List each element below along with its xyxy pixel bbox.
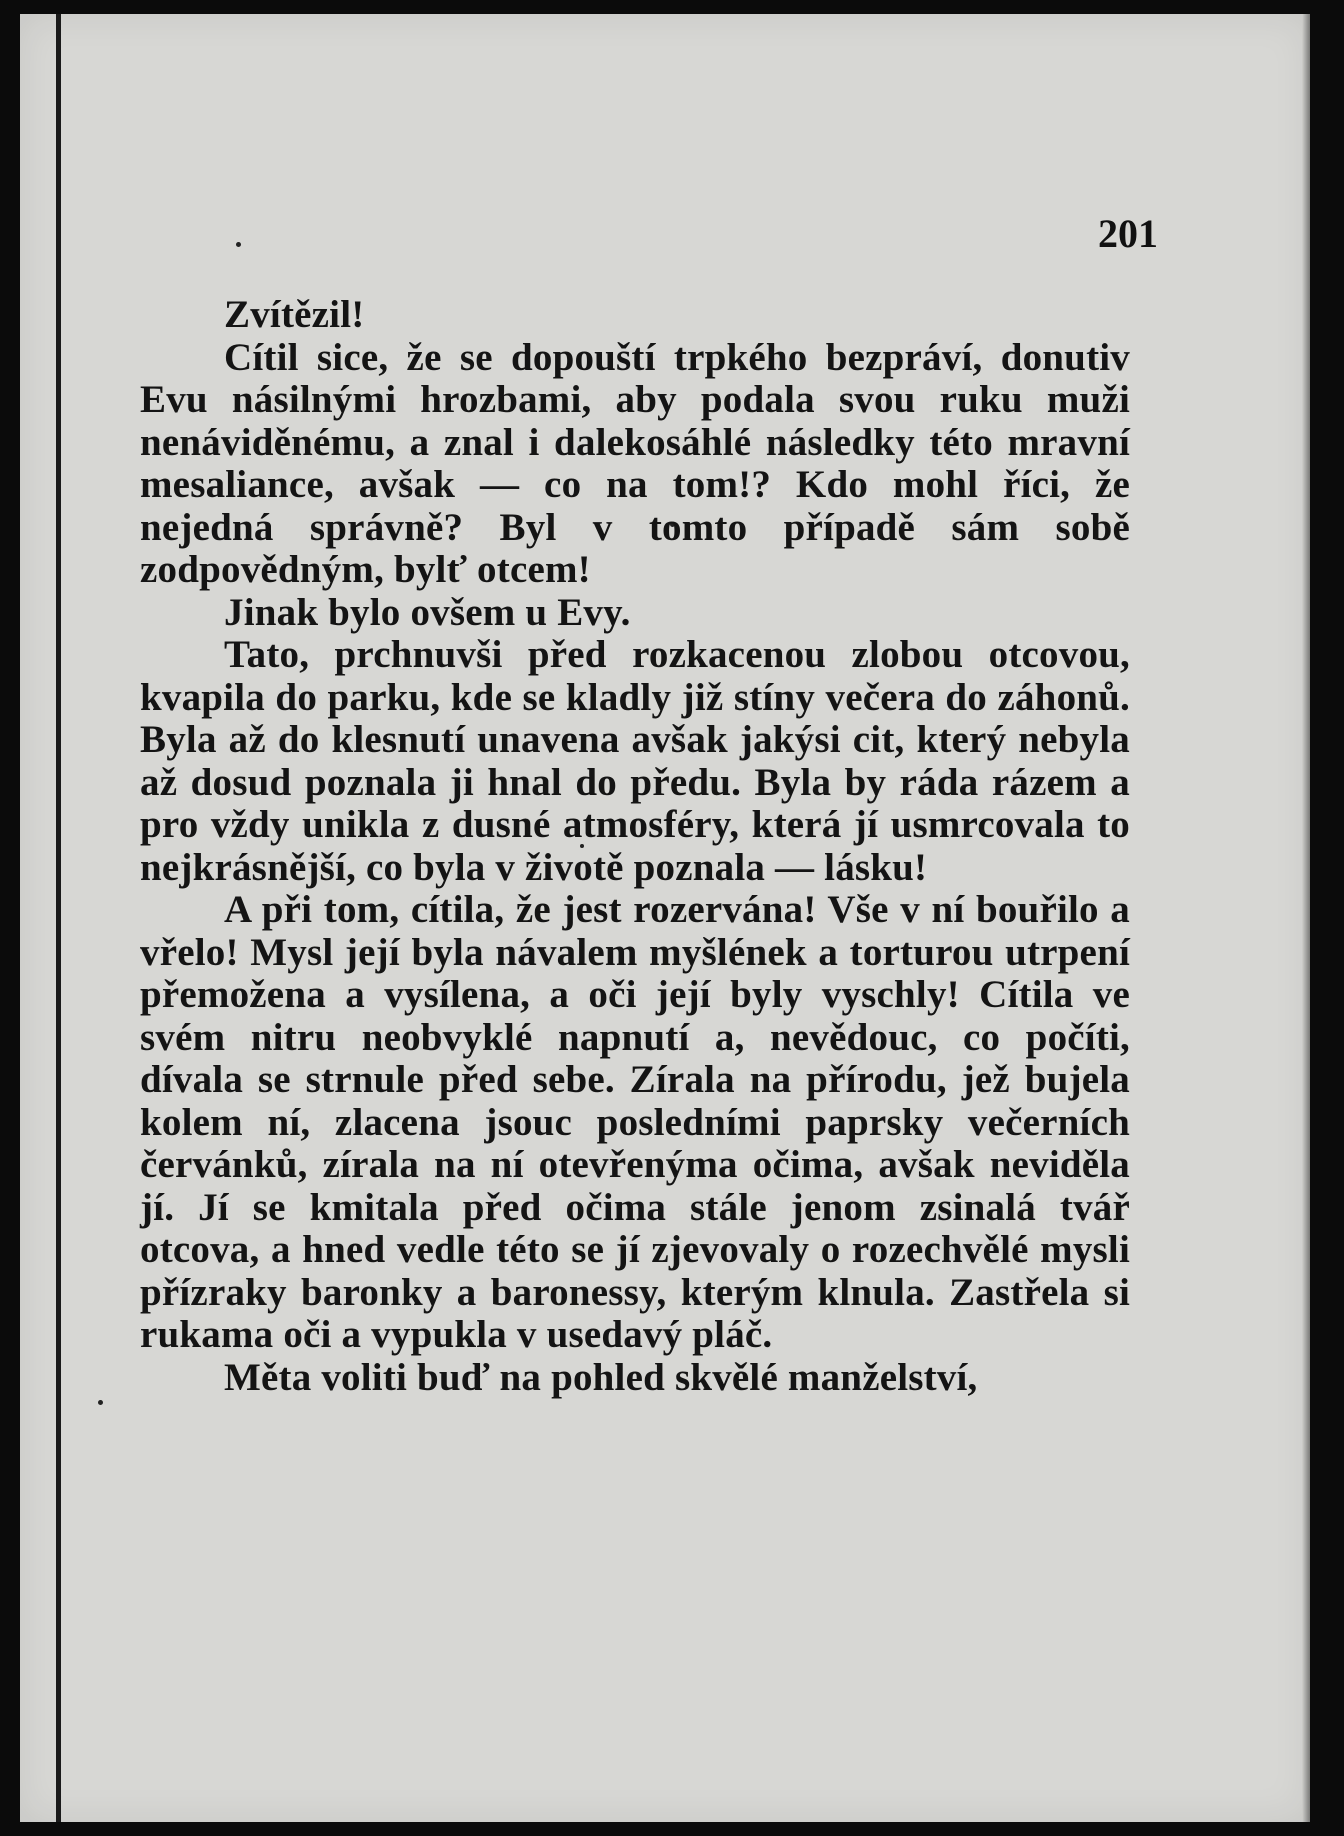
- body-text: [140, 294, 1130, 1399]
- paragraph: Zvítězil!: [224, 293, 365, 336]
- page-edge: [1302, 14, 1310, 1822]
- page-number: 201: [1098, 211, 1158, 256]
- paragraph: Cítil sice, že se dopouští trpkého bezpráví, donutiv Evu násilnými hrozbami, aby podala svou ruku muži nenáviděnému, a znal i dalekosáhlé následky této mravní mesaliance, avšak — co na tom!? Kdo mohl říci, že nejedná správně? Byl v tomto případě sám sobě zodpovědným, bylť otcem!: [140, 335, 1130, 591]
- binding-edge: [56, 14, 61, 1822]
- ink-speck: [98, 1400, 103, 1405]
- paragraph: Měta voliti buď na pohled skvělé manželství,: [224, 1355, 978, 1399]
- paragraph: Jinak bylo ovšem u Evy.: [224, 590, 631, 634]
- paragraph: A při tom, cítila, že jest rozervána! Vše v ní bouřilo a vřelo! Mysl její byla návalem myšlének a torturou utrpení přemožena a vysílena, a oči její byly vyschly! Cítila ve svém nitru neobvyklé napnutí a, nevědouc, co počíti, dívala se strnule před sebe. Zírala na přírodu, jež bujela kolem ní, zlacena jsouc posledními paprsky večerních červánků, zírala na ní otevřenýma očima, avšak neviděla jí. Jí se kmitala před očima stále jenom zsinalá tvář otcova, a hned vedle této se jí zjevovaly o rozechvělé mysli přízraky baronky a baronessy, kterým klnula. Zastřela si rukama oči a vypukla v usedavý pláč.: [140, 888, 1130, 1356]
- book-page: [20, 14, 1310, 1822]
- paragraph: Tato, prchnuvši před rozkacenou zlobou otcovou, kvapila do parku, kde se kladly již stíny večera do záhonů. Byla až do klesnutí unavena avšak jakýsi cit, který nebyla až dosud poznala ji hnal do předu. Byla by ráda rázem a pro vždy unikla z dusné atmosféry, která jí usmrcovala to nejkrásnější, co byla v životě poznala — lásku!: [140, 633, 1130, 889]
- ink-speck: [236, 242, 241, 247]
